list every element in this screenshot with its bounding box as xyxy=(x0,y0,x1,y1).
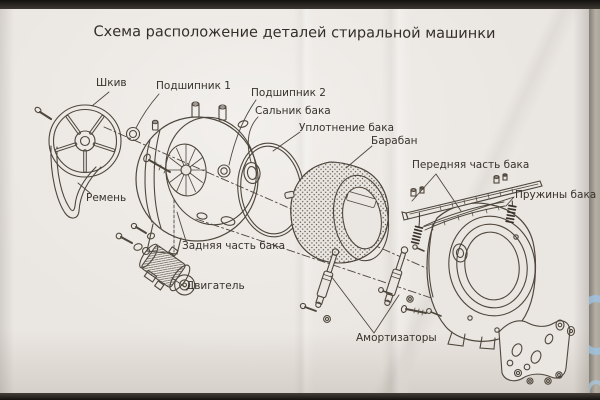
label-tub-gasket: Уплотнение бака xyxy=(299,122,395,134)
diagram-title: Схема расположение деталей стиральной машинки xyxy=(93,23,496,43)
label-front-tub: Передняя часть бака xyxy=(412,159,530,171)
label-rear-tub: Задняя часть бака xyxy=(182,240,286,252)
shock-absorber-right xyxy=(382,246,410,307)
pulley-drawing xyxy=(49,105,121,177)
label-pulley: Шкив xyxy=(96,77,127,89)
drum-drawing xyxy=(284,162,394,265)
belt-drawing xyxy=(51,146,101,218)
label-springs: Пружины бака xyxy=(515,189,597,201)
label-shock-absorbers: Амортизаторы xyxy=(356,332,437,344)
label-drum: Барабан xyxy=(371,135,418,147)
photo-top-shadow xyxy=(0,0,600,9)
bearing-1-ring xyxy=(127,128,140,141)
bearing-2-ring xyxy=(218,165,230,177)
axis-centerlines xyxy=(104,127,476,313)
label-bearing-1: Подшипник 1 xyxy=(156,80,231,92)
pulley-bolt xyxy=(34,106,51,119)
label-motor: Двигатель xyxy=(186,280,245,292)
label-belt: Ремень xyxy=(86,192,127,204)
motor-drawing xyxy=(116,223,206,305)
label-bearing-2: Подшипник 2 xyxy=(251,87,326,99)
label-oil-seal: Сальник бака xyxy=(255,105,331,117)
photo-bottom-shadow xyxy=(0,393,600,400)
spring-left-bolt xyxy=(413,245,424,251)
